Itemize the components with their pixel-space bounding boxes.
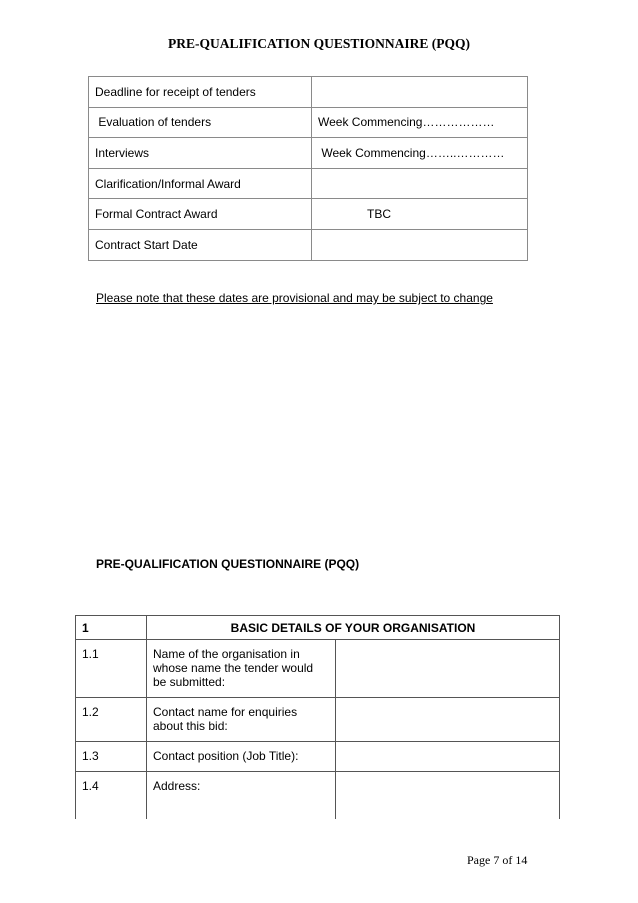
table-row — [76, 640, 560, 698]
section-heading: BASIC DETAILS OF YOUR ORGANISATION — [147, 616, 560, 640]
answer-field[interactable] — [336, 742, 560, 772]
question-text: Contact name for enquiries about this bid: — [147, 698, 336, 742]
table-row — [76, 772, 560, 820]
table-row — [89, 168, 528, 199]
timetable-label: Clarification/Informal Award — [89, 168, 312, 199]
question-number: 1.3 — [76, 742, 147, 772]
timetable-label: Contract Start Date — [89, 229, 312, 260]
timetable-value — [312, 77, 528, 108]
page-title: PRE-QUALIFICATION QUESTIONNAIRE (PQQ) — [167, 36, 471, 51]
page-number: Page 7 of 14 — [467, 853, 528, 867]
timetable-label: Formal Contract Award — [89, 199, 312, 230]
table-row — [89, 107, 528, 138]
table-header-row — [76, 616, 560, 640]
table-row — [89, 199, 528, 230]
timetable-value: TBC — [312, 199, 528, 230]
question-text: Address: — [147, 772, 336, 820]
table-row — [89, 229, 528, 260]
timetable-value — [312, 229, 528, 260]
organisation-details-table — [75, 615, 560, 820]
section-number: 1 — [76, 616, 147, 640]
timetable-label: Evaluation of tenders — [89, 107, 312, 138]
question-number: 1.2 — [76, 698, 147, 742]
question-number: 1.1 — [76, 640, 147, 698]
question-text: Contact position (Job Title): — [147, 742, 336, 772]
answer-field[interactable] — [336, 698, 560, 742]
timetable-table — [88, 76, 528, 261]
question-text: Name of the organisation in whose name the tender would be submitted: — [147, 640, 336, 698]
timetable-value — [312, 168, 528, 199]
table-row — [89, 77, 528, 108]
timetable-value: Week Commencing……………… — [312, 107, 528, 138]
timetable-label: Deadline for receipt of tenders — [89, 77, 312, 108]
timetable-value: Week Commencing……..………… — [312, 138, 528, 169]
question-number: 1.4 — [76, 772, 147, 820]
answer-field[interactable] — [336, 640, 560, 698]
table-row — [76, 742, 560, 772]
section-title: PRE-QUALIFICATION QUESTIONNAIRE (PQQ) — [96, 557, 360, 571]
provisional-dates-note: Please note that these dates are provisional and may be subject to change — [96, 291, 493, 305]
answer-field[interactable] — [336, 772, 560, 820]
table-row — [76, 698, 560, 742]
table-row — [89, 138, 528, 169]
timetable-label: Interviews — [89, 138, 312, 169]
